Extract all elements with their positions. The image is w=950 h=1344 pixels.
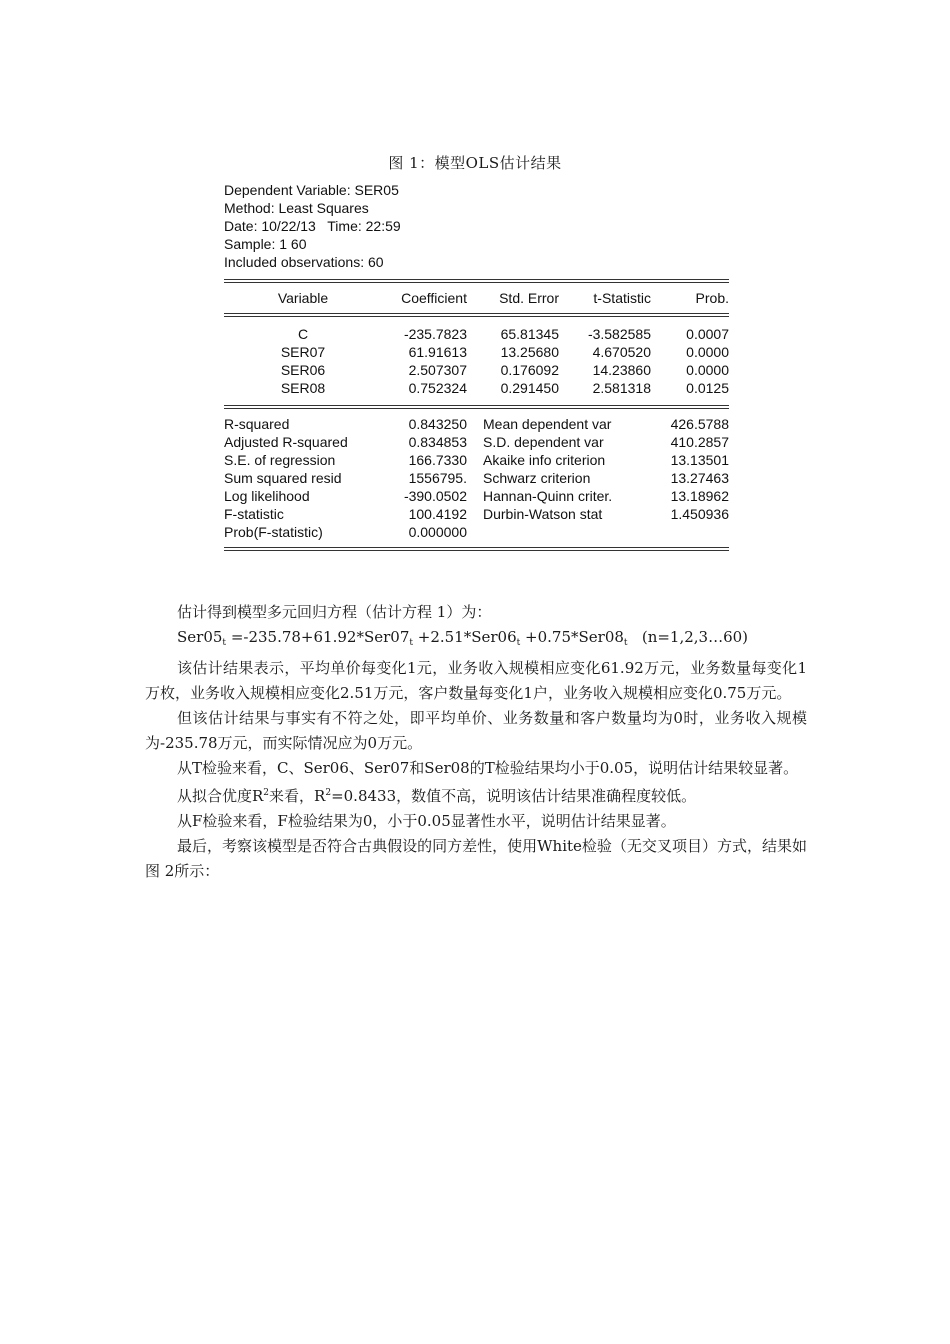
table-row: [224, 361, 729, 379]
r2-superscript: 2: [325, 788, 332, 798]
stat-label: Akaike info criterion: [483, 452, 606, 468]
cell-variable: SER08: [280, 380, 326, 396]
stat-value: 0.834853: [408, 434, 467, 450]
stat-label: Mean dependent var: [483, 416, 612, 432]
cell-coefficient: 61.91613: [408, 344, 467, 360]
cell-prob: 0.0007: [686, 326, 729, 342]
stat-value: 410.2857: [670, 434, 729, 450]
eq-subscript: t: [516, 638, 521, 648]
stat-value: 1556795.: [408, 470, 467, 486]
eq-part: +2.51*Ser06: [412, 628, 517, 646]
cell-coefficient: -235.7823: [403, 326, 467, 342]
eq-part: Ser05: [177, 628, 223, 646]
stat-value: -390.0502: [403, 488, 467, 504]
cell-coefficient: 0.752324: [408, 380, 467, 396]
table-bottom-rule: [224, 547, 729, 551]
stat-label: Adjusted R-squared: [224, 434, 348, 450]
stats-row: [224, 505, 729, 523]
eq-part: +0.75*Ser08: [520, 628, 624, 646]
header-sample: Sample: 1 60: [224, 236, 307, 252]
paragraph-f-test: 从F检验来看，F检验结果为0，小于0.05显著性水平，说明估计结果显著。: [177, 812, 676, 830]
col-variable: Variable: [277, 290, 329, 306]
cell-t-statistic: 14.23860: [592, 362, 651, 378]
stat-label: Prob(F-statistic): [224, 524, 323, 540]
stat-label: F-statistic: [224, 506, 284, 522]
paragraph-inconsistency: 但该估计结果与事实有不符之处，即平均单价、业务数量和客户数量均为0时，业务收入规模为-235.78万元，而实际情况应为0万元。: [145, 709, 807, 752]
stat-label: [467, 523, 627, 541]
col-prob: Prob.: [695, 290, 729, 306]
paragraph-intro: 估计得到模型多元回归方程（估计方程 1）为：: [177, 603, 492, 621]
eq-range: (n=1,2,3…60): [627, 628, 749, 646]
col-std-error: Std. Error: [499, 290, 559, 306]
eq-subscript: t: [409, 638, 413, 648]
stat-label: Durbin-Watson stat: [483, 506, 603, 522]
table-row: [224, 325, 729, 343]
stats-row: [224, 487, 729, 505]
stat-label: R-squared: [224, 416, 290, 432]
header-date-time: Date: 10/22/13 Time: 22:59: [224, 218, 401, 234]
stats-row: [224, 451, 729, 469]
cell-prob: 0.0000: [686, 362, 729, 378]
stat-value: 100.4192: [408, 506, 467, 522]
r2-superscript: 2: [263, 788, 270, 798]
cell-prob: 0.0000: [686, 344, 729, 360]
stats-row: [224, 523, 729, 541]
paragraph-interpretation: 该估计结果表示，平均单价每变化1元，业务收入规模相应变化61.92万元，业务数量每变化1万枚，业务收入规模相应变化2.51万元，客户数量每变化1户，业务收入规模相应变化0.75万元。: [145, 659, 807, 702]
stat-label: Hannan-Quinn criter.: [483, 488, 613, 504]
stats-row: [224, 433, 729, 451]
cell-variable: SER07: [280, 344, 326, 360]
column-header-row: [224, 283, 729, 313]
eq-part: =-235.78+61.92*Ser07: [226, 628, 410, 646]
stat-label: S.E. of regression: [224, 452, 336, 468]
stat-value: 0.000000: [408, 524, 467, 540]
stat-value: 426.5788: [670, 416, 729, 432]
paragraph-r-squared: [145, 781, 807, 809]
r2-text: 从拟合优度R: [177, 787, 264, 805]
table-row: [224, 379, 729, 397]
eq-subscript: t: [222, 638, 227, 648]
stat-value: 13.13501: [670, 452, 729, 468]
regression-equation: [145, 625, 807, 656]
stat-label: Schwarz criterion: [483, 470, 591, 486]
stat-value: 1.450936: [670, 506, 729, 522]
cell-std-error: 0.176092: [500, 362, 559, 378]
cell-t-statistic: 4.670520: [592, 344, 651, 360]
cell-std-error: 0.291450: [500, 380, 559, 396]
table-row: [224, 343, 729, 361]
cell-variable: C: [297, 326, 309, 342]
stat-value: [627, 523, 729, 541]
figure-caption: 图 1：模型OLS估计结果: [388, 154, 562, 172]
stats-row: [224, 415, 729, 433]
paragraph-white-test: 最后，考察该模型是否符合古典假设的同方差性，使用White检验（无交叉项目）方式，结果如图 2所示：: [145, 837, 807, 880]
eq-subscript: t: [623, 638, 628, 648]
cell-t-statistic: 2.581318: [592, 380, 651, 396]
stat-label: Sum squared resid: [224, 470, 342, 486]
col-t-statistic: t-Statistic: [593, 290, 651, 306]
header-observations: Included observations: 60: [224, 254, 384, 270]
cell-variable: SER06: [280, 362, 326, 378]
stat-value: 166.7330: [408, 452, 467, 468]
stat-label: Log likelihood: [224, 488, 310, 504]
cell-t-statistic: -3.582585: [587, 326, 651, 342]
cell-std-error: 65.81345: [500, 326, 559, 342]
body-text: [145, 600, 807, 884]
stats-row: [224, 469, 729, 487]
header-method: Method: Least Squares: [224, 200, 369, 216]
stat-value: 13.18962: [670, 488, 729, 504]
stat-value: 0.843250: [408, 416, 467, 432]
cell-std-error: 13.25680: [500, 344, 559, 360]
col-coefficient: Coefficient: [401, 290, 467, 306]
stat-label: S.D. dependent var: [483, 434, 604, 450]
stat-value: 13.27463: [670, 470, 729, 486]
r2-text: 来看，R: [269, 787, 326, 805]
cell-prob: 0.0125: [686, 380, 729, 396]
eviews-output-table: [224, 181, 729, 551]
r2-text: =0.8433，数值不高，说明该估计结果准确程度较低。: [331, 787, 697, 805]
cell-coefficient: 2.507307: [408, 362, 467, 378]
paragraph-t-test: 从T检验来看，C、Ser06、Ser07和Ser08的T检验结果均小于0.05，说明估计结果较显著。: [177, 759, 799, 777]
header-dependent-variable: Dependent Variable: SER05: [224, 182, 399, 198]
